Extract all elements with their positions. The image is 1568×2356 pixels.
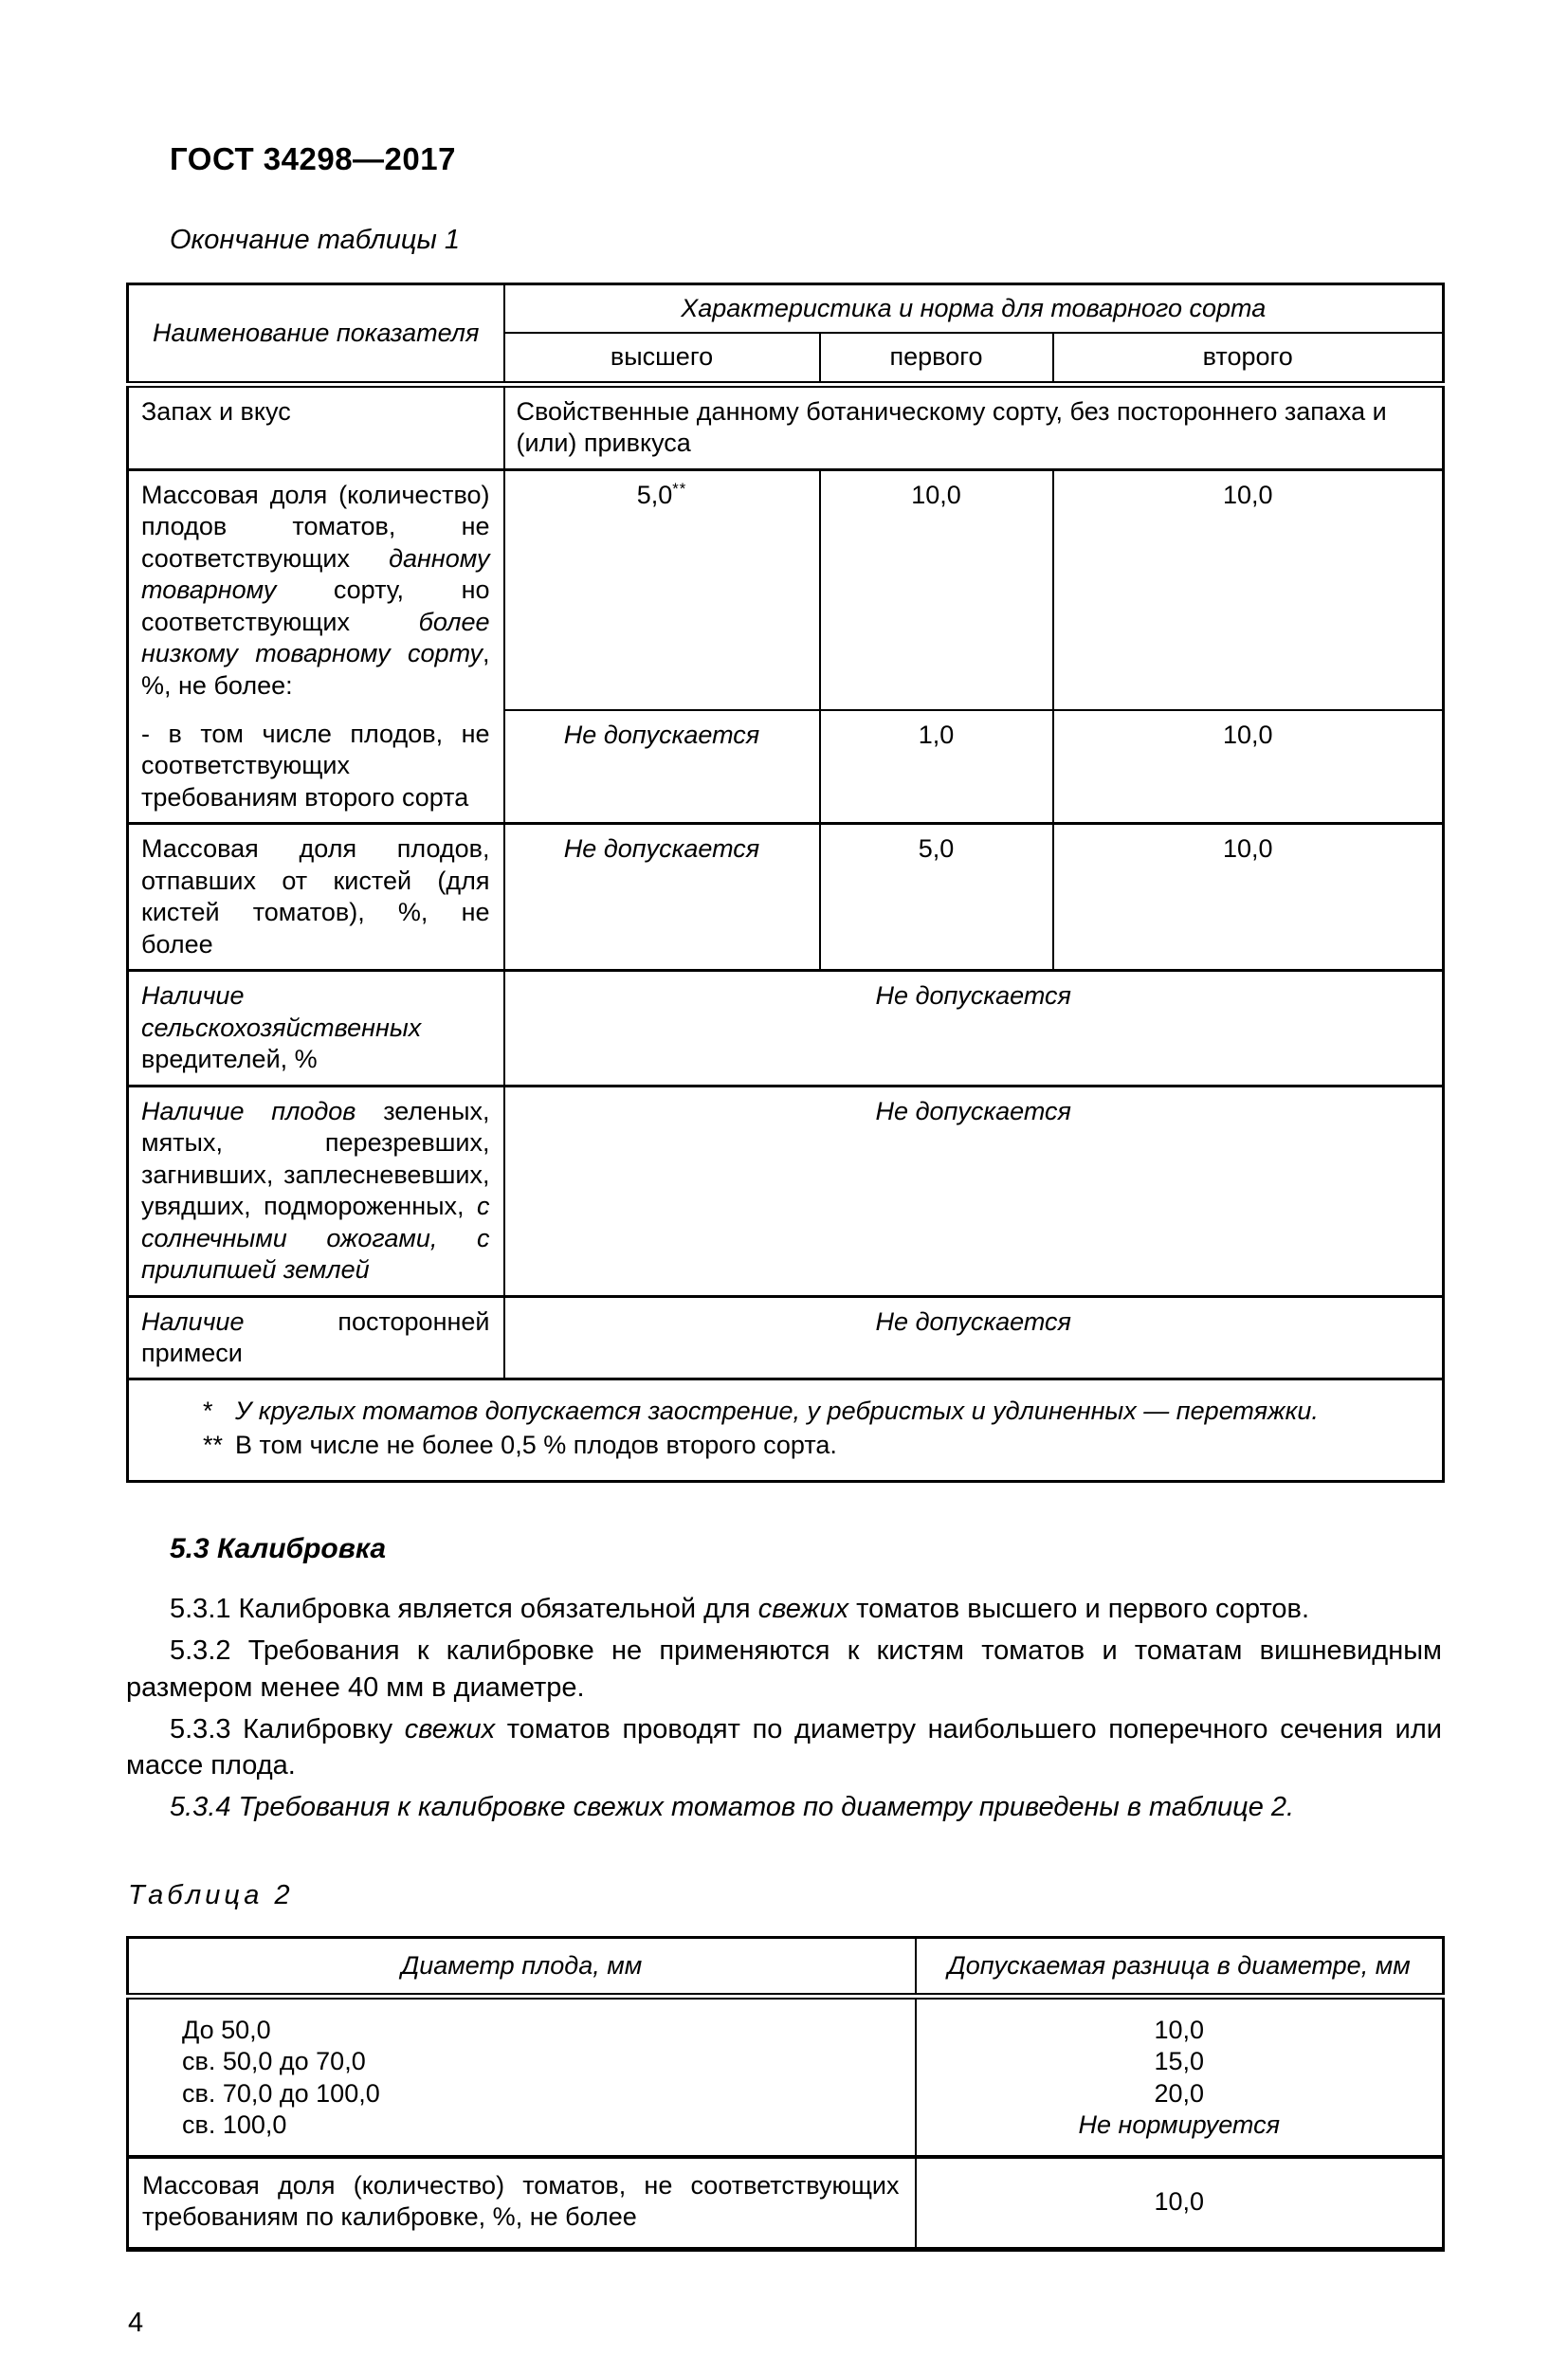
table1-row-smell — [128, 384, 1444, 469]
table1-caption: Окончание таблицы 1 — [170, 224, 460, 255]
row-second-value-second: 10,0 — [1053, 710, 1444, 824]
row-detached-label: Массовая доля плодов, отпавших от кистей (для кистей томатов), %, не более — [128, 824, 504, 971]
table1-row-offgrade — [128, 469, 1444, 710]
value-number: 5,0 — [636, 480, 673, 509]
difference-value: 10,0 — [1154, 2015, 1205, 2044]
table2-diameter-row — [128, 1996, 1444, 2156]
table1-subheader-second: второго — [1053, 333, 1444, 384]
row-offgrade-value-first: 10,0 — [820, 469, 1053, 710]
difference-value-not-regulated: Не нормируется — [1078, 2110, 1281, 2140]
row-defects-label-italic: с солнечными ожогами, с прилипшей землей — [141, 1192, 490, 1285]
diameter-range: До 50,0 — [182, 2015, 271, 2044]
row-second-value-first: 1,0 — [820, 710, 1053, 824]
paragraph-5-3-4: 5.3.4 Требования к калибровке свежих томатов по диаметру приведены в таблице 2. — [170, 1792, 1295, 1823]
page-content — [0, 138, 1568, 2341]
table1-footnotes — [128, 1379, 1444, 1482]
table1 — [126, 283, 1445, 1484]
table1-footnotes-row — [128, 1379, 1444, 1482]
row-foreign-label-italic: Наличие — [141, 1306, 245, 1336]
paragraph-text: 5.3.3 Калибровку — [170, 1713, 405, 1744]
table2 — [126, 1936, 1445, 2252]
table2-header-difference: Допускаемая разница в диаметре, мм — [916, 1937, 1444, 1996]
paragraph-5-3-3 — [126, 1711, 1442, 1784]
paragraph-text-italic: свежих — [404, 1713, 496, 1744]
paragraph-5-3-2: 5.3.2 Требования к калибровке не применяются к кистям томатов и томатам вишневидным размером менее 40 мм в диаметре. — [126, 1635, 1442, 1703]
paragraph-text: 5.3.1 Калибровка является обязательной для — [170, 1593, 758, 1624]
row-offgrade-label-part-italic: данному товарному — [141, 543, 490, 605]
table1-header-row — [128, 283, 1444, 333]
table1-row-detached — [128, 824, 1444, 971]
footnote-1-marker: * — [203, 1397, 213, 1426]
table1-header-group: Характеристика и норма для товарного сорта — [504, 283, 1444, 333]
table1-row-second-grade — [128, 710, 1444, 824]
row-second-label: - в том числе плодов, не соответствующих требованиям второго сорта — [128, 710, 504, 824]
row-pests-label-italic: Наличие сельскохозяйственных — [141, 981, 422, 1042]
row-offgrade-label-part-italic: более низкому товарному сорту — [141, 607, 490, 668]
row-pests-label-rest: вредителей, % — [141, 1045, 318, 1074]
table1-row-pests — [128, 971, 1444, 1086]
doc-header: ГОСТ 34298—2017 — [170, 141, 456, 176]
footnote-2-marker: ** — [203, 1430, 224, 1459]
row-detached-value-high: Не допускается — [504, 824, 820, 971]
table2-diameter-ranges — [128, 1996, 916, 2156]
row-foreign-label — [128, 1296, 504, 1379]
table2-header-row — [128, 1937, 1444, 1996]
table1-row-foreign — [128, 1296, 1444, 1379]
table2-caption: Таблица 2 — [128, 1879, 294, 1910]
table2-last-row — [128, 2157, 1444, 2249]
footnote-2-text: В том числе не более 0,5 % плодов второго сорта. — [235, 1430, 837, 1459]
row-foreign-value: Не допускается — [504, 1296, 1444, 1379]
row-defects-label-italic: Наличие плодов — [141, 1096, 356, 1125]
paragraph-5-3-1 — [126, 1591, 1442, 1627]
row-foreign-label-rest: посторонней примеси — [141, 1306, 490, 1367]
table1-header-name: Наименование показателя — [128, 283, 504, 384]
row-offgrade-label-part: Массовая доля (количество) плодов томатов, не соответствующих — [141, 480, 490, 573]
paragraph-text: томатов высшего и первого сортов. — [848, 1593, 1310, 1624]
row-detached-value-first: 5,0 — [820, 824, 1053, 971]
table2-last-value: 10,0 — [916, 2157, 1444, 2249]
row-defects-value: Не допускается — [504, 1086, 1444, 1296]
footnote-1-text: У круглых томатов допускается заострение, у ребристых и удлиненных — перетяжки. — [235, 1397, 1319, 1426]
row-pests-value: Не допускается — [504, 971, 1444, 1086]
row-second-value-high: Не допускается — [504, 710, 820, 824]
footnote-1 — [203, 1396, 1419, 1427]
document-page — [0, 138, 1568, 2356]
row-smell-value: Свойственные данному ботаническому сорту, без постороннего запаха и (или) привкуса — [504, 384, 1444, 469]
row-defects-label-rest: зеленых, мятых, перезревших, загнивших, заплесневевших, увядших, подмороженных, — [141, 1096, 490, 1221]
table1-row-defects — [128, 1086, 1444, 1296]
paragraph-text: томатов проводят по диаметру наибольшего поперечного сечения или массе плода. — [126, 1713, 1442, 1781]
footnote-ref: ** — [672, 479, 687, 498]
section-heading: 5.3 Калибровка — [170, 1533, 387, 1565]
row-pests-label — [128, 971, 504, 1086]
paragraph-text-italic: свежих — [757, 1593, 849, 1624]
difference-value: 20,0 — [1154, 2078, 1205, 2108]
row-offgrade-value-second: 10,0 — [1053, 469, 1444, 710]
table2-difference-values — [916, 1996, 1444, 2156]
table1-subheader-high: высшего — [504, 333, 820, 384]
row-defects-label — [128, 1086, 504, 1296]
table2-last-label: Массовая доля (количество) томатов, не соответствующих требованиям по калибровке, %, не более — [128, 2157, 916, 2249]
row-offgrade-label — [128, 469, 504, 710]
page-number: 4 — [128, 2307, 144, 2338]
row-offgrade-label-part: , %, не более: — [141, 639, 490, 700]
footnote-2 — [203, 1430, 1419, 1461]
diameter-range: св. 70,0 до 100,0 — [182, 2078, 380, 2108]
table2-header-diameter: Диаметр плода, мм — [128, 1937, 916, 1996]
diameter-range: св. 50,0 до 70,0 — [182, 2047, 366, 2076]
row-offgrade-value-high — [504, 469, 820, 710]
row-detached-value-second: 10,0 — [1053, 824, 1444, 971]
row-smell-label: Запах и вкус — [128, 384, 504, 469]
diameter-range: св. 100,0 — [182, 2110, 287, 2140]
table1-subheader-first: первого — [820, 333, 1053, 384]
difference-value: 15,0 — [1154, 2047, 1205, 2076]
row-offgrade-label-part: сорту, но соответствующих — [141, 575, 490, 636]
